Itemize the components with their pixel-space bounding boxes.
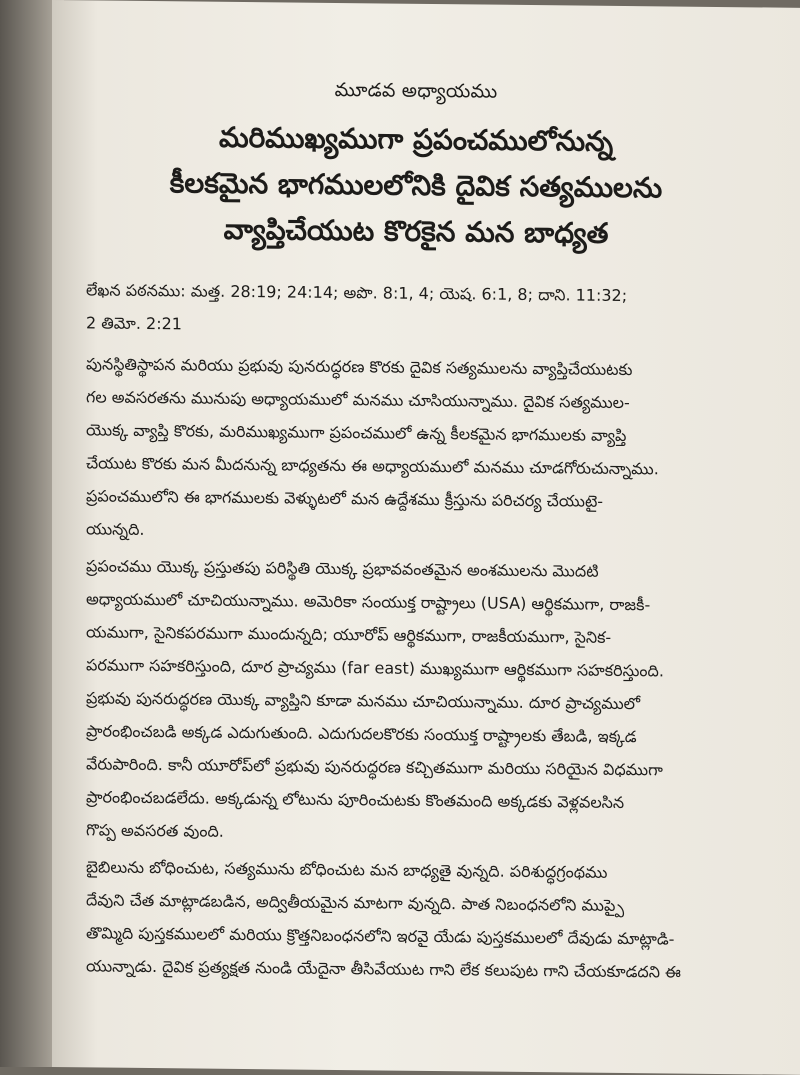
chapter-label: మూడవ అధ్యాయము [334, 78, 498, 103]
text-line: ప్రారంభించబడలేదు. అక్కడున్న లోటును పూరించుటకు కొంతమంది అక్కడకు వెళ్లవలసిన [86, 787, 625, 812]
scripture-reading-line: 2 తిమో. 2:21 [86, 313, 182, 334]
text-line: వేరుపారింది. కానీ యూరోప్‌లో ప్రభువు పునరుద్ధరణ కచ్చితముగా మరియు సరియైన విధముగా [86, 754, 663, 780]
text-line: యున్నాడు. దైవిక ప్రత్యక్షత నుండి యేదైనా తీసివేయుట గాని లేక కలుపుట గాని చేయకూడదని ఈ [86, 956, 681, 982]
text-line: పునస్థితిస్థాపన మరియు ప్రభువు పునరుద్ధరణ కొరకు దైవిక సత్యములను వ్యాప్తిచేయుటకు [86, 354, 633, 380]
chapter-title-line: వ్యాప్తిచేయుట కొరకైన మన బాధ్యత [223, 212, 609, 250]
text-line: గొప్ప అవసరత వుంది. [86, 820, 224, 841]
text-line: అధ్యాయములో చూచియున్నాము. అమెరికా సంయుక్త రాష్ట్రాలు (USA) ఆర్థికముగా, రాజకీ- [86, 589, 651, 615]
paragraph-1 [86, 347, 746, 552]
paragraph-3 [86, 850, 746, 989]
text-line: బైబిలును బోధించుట, సత్యమును బోధించుట మన బాధ్యతై వున్నది. పరిశుద్ధగ్రంథము [86, 857, 608, 882]
text-line: పరముగా సహకరిస్తుంది, దూర ప్రాచ్యము (far east) ముఖ్యముగా ఆర్థికముగా సహకరిస్తుంది. [86, 655, 664, 681]
text-line: యున్నది. [86, 519, 145, 539]
text-line: గల అవసరతను మునుపు అధ్యాయములో మనము చూసియున్నాము. దైవిక సత్యముల- [86, 387, 630, 413]
text-line: చేయుట కొరకు మన మీదనున్న బాధ్యతను ఈ అధ్యాయములో మనము చూడగోరుచున్నాము. [86, 453, 659, 479]
page-content [86, 76, 746, 993]
scripture-reading-line: లేఖన పఠనము: మత్త. 28:19; 24:14; అపొ. 8:1, 4; యెష. 6:1, 8; దాని. 11:32; [86, 280, 628, 306]
chapter-title-line: మరిముఖ్యముగా ప్రపంచములోనున్న [218, 120, 614, 158]
text-line: ప్రభువు పునరుద్ధరణ యొక్క వ్యాప్తిని కూడా మనము చూచియున్నాము. దూర ప్రాచ్యములో [86, 688, 641, 714]
text-line: తొమ్మిది పుస్తకములలో మరియు క్రొత్తనిబంధనలోని ఇరవై యేడు పుస్తకములలో దేవుడు మాట్లాడి- [86, 923, 675, 949]
scripture-reading [86, 273, 746, 346]
text-line: ప్రపంచములోని ఈ భాగములకు వెళ్ళుటలో మన ఉద్దేశము క్రీస్తును పరిచర్య చేయుటై- [86, 486, 604, 511]
text-line: ప్రారంభించబడి అక్కడ ఎదుగుతుంది. ఎదుగుదలకొరకు సంయుక్త రాష్ట్రాలకు తేబడి, ఇక్కడ [86, 721, 637, 747]
paragraph-2 [86, 549, 746, 853]
chapter-title [86, 113, 746, 258]
book-page [52, 0, 800, 1075]
text-line: దేవుని చేత మాట్లాడబడిన, అద్వితీయమైన మాటగా వున్నది. పాత నిబంధనలోని ముప్పై [86, 890, 625, 915]
chapter-title-line: కీలకమైన భాగములలోనికి దైవిక సత్యములను [169, 166, 663, 205]
text-line: ప్రపంచము యొక్క ప్రస్తుతపు పరిస్థితి యొక్క ప్రభావవంతమైన అంశములను మొదటి [86, 556, 599, 581]
text-line: యముగా, సైనికపరముగా ముందున్నది; యూరోప్ ఆర్థికముగా, రాజకీయముగా, సైనిక- [86, 622, 612, 647]
text-line: యొక్క వ్యాప్తి కొరకు, మరిముఖ్యముగా ప్రపంచములో ఉన్న కీలకమైన భాగములకు వ్యాప్తి [86, 420, 627, 446]
